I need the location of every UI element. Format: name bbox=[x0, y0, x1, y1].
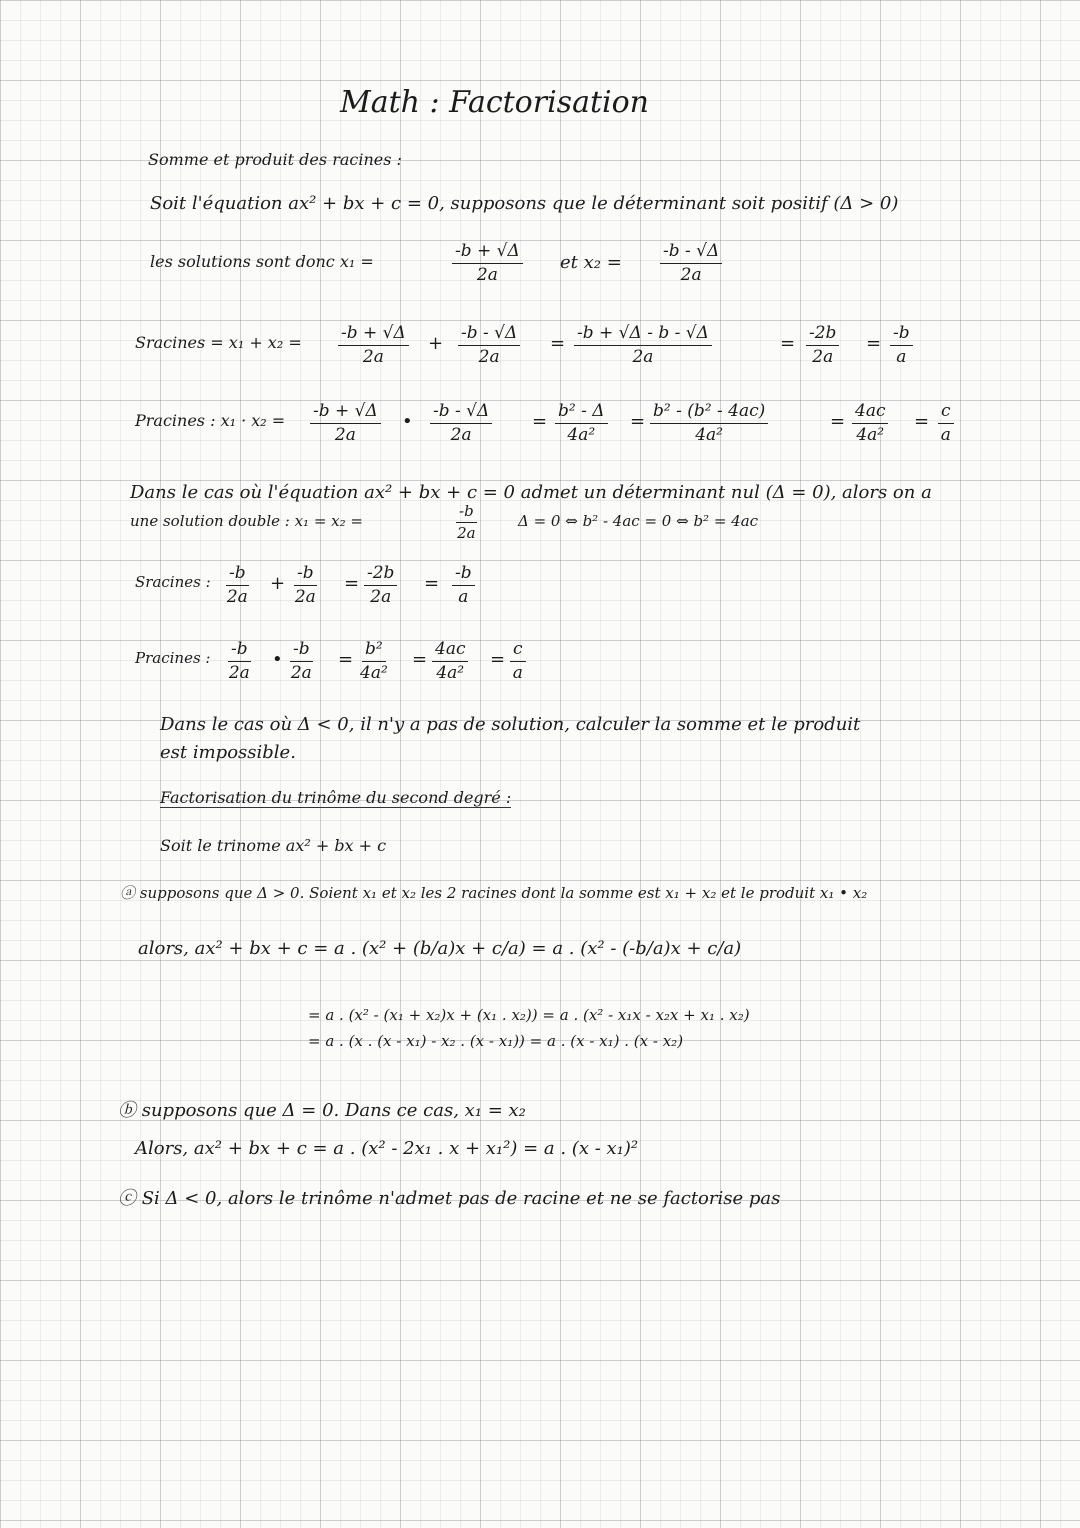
product-fraction-1: $\frac{-b + √\Delta}{2a}$ bbox=[310, 403, 381, 444]
double-solution-label: une solution double : x₁ = x₂ = bbox=[130, 512, 363, 530]
case-b-equation: Alors, ax² + bx + c = a . (x² - 2x₁ . x + x₁²) = a . (x - x₁)² bbox=[135, 1138, 639, 1159]
case-a-equation-2: = a . (x² - (x₁ + x₂)x + (x₁ . x₂)) = a . (x² - x₁x - x₂x + x₁ . x₂) bbox=[308, 1006, 750, 1024]
prod2-fraction-1: $\frac{-b}{2a}$ bbox=[228, 639, 250, 683]
sum-eq-3: = bbox=[866, 333, 882, 354]
prod2-fraction-5: $\frac{c}{a}$ bbox=[510, 641, 526, 682]
sum2-eq-1: = bbox=[344, 573, 360, 594]
sum-label: Sracines = x₁ + x₂ = bbox=[135, 333, 302, 352]
prod2-fraction-2: $\frac{-b}{2a}$ bbox=[290, 639, 312, 683]
case-b-statement: ⓑ supposons que Δ = 0. Dans ce cas, x₁ = x₂ bbox=[118, 1100, 526, 1121]
product-fraction-5: $\frac{4ac}{\text{4a²}}$ bbox=[852, 403, 888, 444]
sum2-eq-2: = bbox=[424, 573, 440, 594]
sum-eq-1: = bbox=[550, 333, 566, 354]
product-eq-2: = bbox=[630, 411, 646, 432]
sum2-fraction-1: $\frac{-b}{2a}$ bbox=[226, 563, 248, 607]
product-fraction-3: $\frac{\text{b² - Δ}}{\text{4a²}}$ bbox=[555, 403, 608, 444]
product-fraction-4: $\frac{\text{b² - (b² - 4ac)}}{\text{4a²}}$ bbox=[650, 403, 768, 444]
page-title: Math : Factorisation bbox=[340, 85, 649, 120]
prod2-label: Pracines : bbox=[135, 649, 211, 667]
prod2-eq-1: = bbox=[338, 649, 354, 670]
product-fraction-2: $\frac{-b - √\Delta}{2a}$ bbox=[430, 403, 492, 444]
product-dot: • bbox=[402, 411, 413, 432]
factorisation-heading: Factorisation du trinôme du second degré : bbox=[160, 788, 512, 807]
sum-fraction-5: $\frac{-b}{a}$ bbox=[890, 325, 913, 366]
sum-fraction-2: $\frac{-b - √\Delta}{2a}$ bbox=[458, 325, 520, 366]
prod2-eq-3: = bbox=[490, 649, 506, 670]
product-label: Pracines : x₁ · x₂ = bbox=[135, 411, 286, 430]
sum2-fraction-4: $\frac{-b}{a}$ bbox=[452, 565, 475, 606]
section-heading-somme-produit: Somme et produit des racines : bbox=[148, 150, 402, 169]
nul-determinant-statement: Dans le cas où l'équation ax² + bx + c = 0 admet un déterminant nul (Δ = 0), alors on a bbox=[130, 482, 932, 503]
and-x2-label: et x₂ = bbox=[560, 252, 622, 273]
sum2-fraction-3: $\frac{-2b}{2a}$ bbox=[364, 565, 397, 606]
prod2-eq-2: = bbox=[412, 649, 428, 670]
sum-eq-2: = bbox=[780, 333, 796, 354]
product-fraction-6: $\frac{c}{a}$ bbox=[938, 403, 954, 444]
solutions-label: les solutions sont donc x₁ = bbox=[150, 252, 374, 271]
x1-fraction: $\frac{-b + √\Delta}{2a}$ bbox=[452, 243, 523, 284]
case-c-statement: ⓒ Si Δ < 0, alors le trinôme n'admet pas de racine et ne se factorise pas bbox=[118, 1188, 781, 1209]
case-a-equation-1: alors, ax² + bx + c = a . (x² + (b/a)x + c/a) = a . (x² - (-b/a)x + c/a) bbox=[138, 938, 742, 959]
product-eq-1: = bbox=[532, 411, 548, 432]
trinome-statement: Soit le trinome ax² + bx + c bbox=[160, 836, 387, 855]
sum2-fraction-2: $\frac{-b}{2a}$ bbox=[294, 563, 316, 607]
product-eq-3: = bbox=[830, 411, 846, 432]
prod2-dot: • bbox=[272, 649, 283, 670]
x2-fraction: $\frac{-b - √\Delta}{2a}$ bbox=[660, 243, 722, 284]
sum-fraction-3: $\frac{-b + √\Delta - b - √\Delta}{2a}$ bbox=[574, 325, 712, 366]
sum-fraction-4: $\frac{-2b}{2a}$ bbox=[806, 325, 839, 366]
sum-fraction-1: $\frac{-b + √\Delta}{2a}$ bbox=[338, 325, 409, 366]
prod2-fraction-3: $\frac{\text{b²}}{\text{4a²}}$ bbox=[360, 639, 388, 683]
equation-statement: Soit l'équation ax² + bx + c = 0, supposons que le déterminant soit positif (Δ > 0) bbox=[150, 193, 899, 214]
prod2-fraction-4: $\frac{4ac}{\text{4a²}}$ bbox=[432, 641, 468, 682]
delta-zero-equivalence: Δ = 0 ⇔ b² - 4ac = 0 ⇔ b² = 4ac bbox=[518, 512, 759, 530]
product-eq-4: = bbox=[914, 411, 930, 432]
case-a-equation-3: = a . (x . (x - x₁) - x₂ . (x - x₁)) = a . (x - x₁) . (x - x₂) bbox=[308, 1032, 684, 1050]
negative-delta-statement: Dans le cas où Δ < 0, il n'y a pas de solution, calculer la somme et le produit bbox=[160, 714, 861, 735]
double-solution-fraction: $\frac{-b}{2a}$ bbox=[457, 502, 476, 542]
sum-plus: + bbox=[428, 333, 444, 354]
sum2-label: Sracines : bbox=[135, 573, 211, 591]
sum2-plus: + bbox=[270, 573, 286, 594]
negative-delta-statement-end: est impossible. bbox=[160, 742, 296, 763]
case-a-statement: ⓐ supposons que Δ > 0. Soient x₁ et x₂ les 2 racines dont la somme est x₁ + x₂ et le produit x₁ • x₂ bbox=[120, 884, 868, 902]
